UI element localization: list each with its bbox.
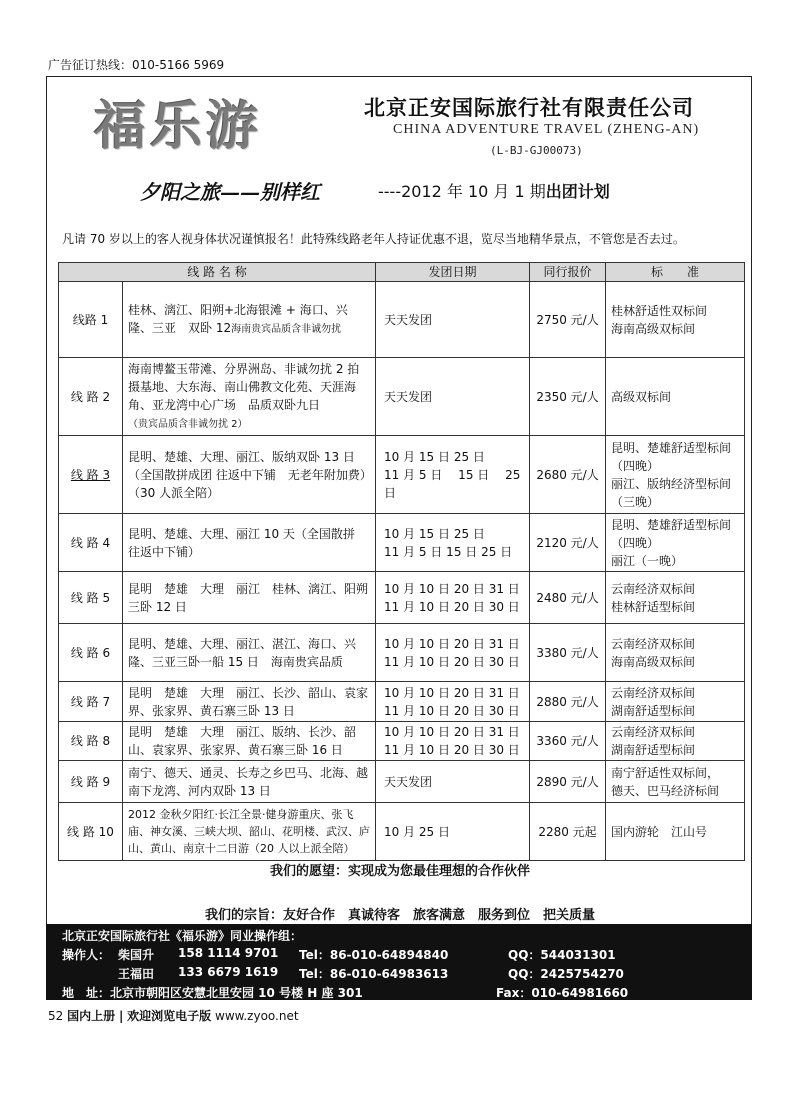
route-standard: 高级双标间	[606, 358, 745, 436]
wish-statement: 我们的愿望：实现成为您最佳理想的合作伙伴	[269, 864, 530, 879]
route-name: 线 路 9	[59, 761, 123, 803]
brand-logo: 福乐游	[94, 96, 263, 157]
route-dates: 天天发团	[376, 358, 530, 436]
route-standard: 云南经济双标间 湖南舒适型标间	[606, 682, 745, 722]
route-dates: 10 月 15 日 25 日 11 月 5 日 15 日 25 日	[376, 514, 530, 572]
route-price: 3360 元/人	[530, 722, 606, 761]
license-number: (L-BJ-GJ00073)	[490, 144, 583, 157]
operator-1-qq: QQ：544031301	[508, 948, 616, 962]
route-desc: 昆明 楚雄 大理 丽江 桂林、漓江、阳朔三卧 12 日	[123, 572, 376, 624]
col-price: 同行报价	[530, 263, 606, 282]
route-name: 线路 1	[59, 282, 123, 358]
route-desc: 南宁、德天、通灵、长寿之乡巴马、北海、越南下龙湾、河内双卧 13 日	[123, 761, 376, 803]
table-row	[59, 572, 745, 624]
route-desc: 昆明、楚雄、大理、丽江、版纳双卧 13 日（全国散拼成团 往返中下铺 无老年附加费）（30 人派全陪）	[123, 436, 376, 514]
company-name-en: CHINA ADVENTURE TRAVEL (ZHENG-AN)	[393, 122, 700, 137]
operator-2-tel: Tel：86-010-64983613	[299, 967, 449, 981]
route-table	[58, 262, 745, 861]
route-standard: 昆明、楚雄舒适型标间 （四晚） 丽江（一晚）	[606, 514, 745, 572]
route-standard: 桂林舒适性双标间 海南高级双标间	[606, 282, 745, 358]
table-header-row	[59, 263, 745, 282]
issue-prefix: ----2012 年 10 月 1 期	[378, 182, 546, 201]
table-row	[59, 803, 745, 861]
route-desc: 桂林、漓江、阳朔+北海银滩 + 海口、兴隆、三亚 双卧 12海南贵宾品质含非诚勿扰	[123, 282, 376, 358]
route-price: 2880 元/人	[530, 682, 606, 722]
route-dates: 天天发团	[376, 282, 530, 358]
table-row	[59, 761, 745, 803]
operator-1-name: 柴国升	[118, 948, 155, 962]
issue-plan: 出团计划	[545, 182, 610, 201]
route-desc: 2012 金秋夕阳红·长江全景·健身游重庆、张飞庙、神女溪、三峡大坝、韶山、花明楼、武汉、庐山、黄山、南京十二日游（20 人以上派全陪）	[123, 803, 376, 861]
route-price: 2350 元/人	[530, 358, 606, 436]
route-dates: 10 月 25 日	[376, 803, 530, 861]
route-dates: 10 月 10 日 20 日 31 日 11 月 10 日 20 日 30 日	[376, 624, 530, 682]
route-price: 2680 元/人	[530, 436, 606, 514]
website-link[interactable]: www.zyoo.net	[215, 1009, 299, 1023]
route-standard: 云南经济双标间 湖南舒适型标间	[606, 722, 745, 761]
route-price: 2890 元/人	[530, 761, 606, 803]
route-name: 线 路 4	[59, 514, 123, 572]
operator-label: 操作人：	[62, 948, 111, 962]
route-desc: 昆明、楚雄、大理、丽江 10 天（全国散拼 往返中下铺）	[123, 514, 376, 572]
contact-title: 北京正安国际旅行社《福乐游》同业操作组：	[62, 929, 303, 943]
operator-1-mobile: 158 1114 9701	[178, 946, 279, 960]
route-price: 2280 元起	[530, 803, 606, 861]
section-name: 国内上册	[67, 1009, 116, 1023]
tenet-statement: 我们的宗旨：友好合作 真诚待客 旅客满意 服务到位 把关质量	[204, 908, 595, 923]
operator-1-tel: Tel：86-010-64894840	[299, 948, 449, 962]
route-standard: 昆明、楚雄舒适型标间 （四晚） 丽江、版纳经济型标间 （三晚）	[606, 436, 745, 514]
route-name: 线 路 3	[59, 436, 123, 514]
footer-divider: |	[118, 1009, 124, 1023]
route-dates: 10 月 10 日 20 日 31 日 11 月 10 日 20 日 30 日	[376, 682, 530, 722]
slogan: 夕阳之旅——别样红	[140, 180, 320, 204]
route-standard: 云南经济双标间 桂林舒适型标间	[606, 572, 745, 624]
route-price: 2750 元/人	[530, 282, 606, 358]
route-price: 2480 元/人	[530, 572, 606, 624]
operator-2-mobile: 133 6679 1619	[178, 965, 279, 979]
route-desc: 海南博鳌玉带滩、分界洲岛、非诚勿扰 2 拍摄基地、大东海、南山佛教文化苑、天涯海角、亚龙湾中心广场 品质双卧九日 （贵宾品质含非诚勿扰 2）	[123, 358, 376, 436]
table-row	[59, 722, 745, 761]
age-notice: 凡请 70 岁以上的客人视身体状况谨慎报名！此特殊线路老年人持证优惠不退，览尽当地精华景点，不管您是否去过。	[62, 232, 685, 246]
route-dates: 10 月 10 日 20 日 31 日 11 月 10 日 20 日 30 日	[376, 572, 530, 624]
route-dates: 10 月 15 日 25 日 11 月 5 日 15 日 25 日	[376, 436, 530, 514]
table-row	[59, 624, 745, 682]
route-dates: 天天发团	[376, 761, 530, 803]
route-desc: 昆明 楚雄 大理 丽江、长沙、韶山、袁家界、张家界、黄石寨三卧 13 日	[123, 682, 376, 722]
col-departure: 发团日期	[376, 263, 530, 282]
route-dates: 10 月 10 日 20 日 31 日 11 月 10 日 20 日 30 日	[376, 722, 530, 761]
route-name: 线 路 6	[59, 624, 123, 682]
col-route-name: 线 路 名 称	[59, 263, 376, 282]
route-name: 线 路 5	[59, 572, 123, 624]
col-standard: 标 准	[606, 263, 745, 282]
route-standard: 南宁舒适性双标间， 德天、巴马经济标间	[606, 761, 745, 803]
route-price: 3380 元/人	[530, 624, 606, 682]
page-footer	[48, 1007, 299, 1024]
ad-hotline: 广告征订热线：010-5166 5969	[48, 58, 225, 72]
operator-2-name: 王福田	[118, 967, 155, 981]
table-row	[59, 682, 745, 722]
operator-2-qq: QQ：2425754270	[508, 967, 624, 981]
route-desc: 昆明 楚雄 大理 丽江、版纳、长沙、韶山、袁家界、张家界、黄石寨三卧 16 日	[123, 722, 376, 761]
fax: Fax：010-64981660	[496, 986, 629, 1000]
company-name-cn: 北京正安国际旅行社有限责任公司	[364, 96, 694, 120]
route-standard: 国内游轮 江山号	[606, 803, 745, 861]
contact-panel	[46, 924, 752, 1000]
table-row	[59, 436, 745, 514]
route-standard: 云南经济双标间 海南高级双标间	[606, 624, 745, 682]
route-name: 线 路 2	[59, 358, 123, 436]
route-name: 线 路 8	[59, 722, 123, 761]
welcome-text: 欢迎浏览电子版	[127, 1009, 212, 1023]
route-desc: 昆明、楚雄、大理、丽江、湛江、海口、兴隆、三亚三卧一船 15 日 海南贵宾品质	[123, 624, 376, 682]
route-price: 2120 元/人	[530, 514, 606, 572]
route-name: 线 路 10	[59, 803, 123, 861]
address: 地 址：北京市朝阳区安慧北里安园 10 号楼 H 座 301	[62, 986, 363, 1000]
page-number: 52	[48, 1009, 64, 1023]
table-row	[59, 282, 745, 358]
table-row	[59, 358, 745, 436]
issue-title	[378, 179, 610, 202]
table-row	[59, 514, 745, 572]
route-name: 线 路 7	[59, 682, 123, 722]
